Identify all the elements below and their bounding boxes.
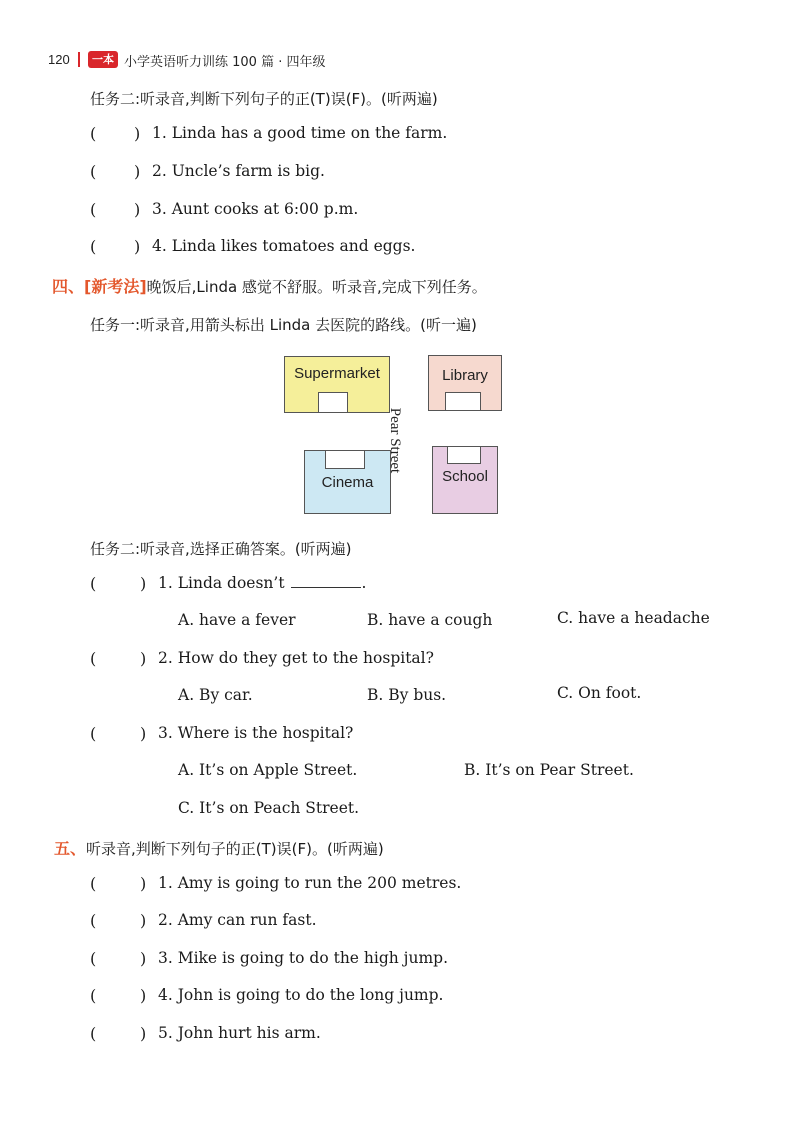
section-title: 听录音,判断下列句子的正(T)误(F)。(听两遍) [86,840,384,858]
option-b[interactable]: B. It’s on Pear Street. [464,761,634,779]
answer-bracket[interactable]: ( [90,874,97,893]
tf-item: 4. Linda likes tomatoes and eggs. [152,237,416,255]
question-3: 3. Where is the hospital? [158,724,354,742]
cinema-door [325,450,365,469]
tf-item: 3. Mike is going to do the high jump. [158,949,449,967]
section-title: 晚饭后,Linda 感觉不舒服。听录音,完成下列任务。 [146,278,487,296]
header-divider [78,52,80,67]
option-a[interactable]: A. It’s on Apple Street. [178,761,358,779]
section-number: 五、 [54,839,87,858]
option-c[interactable]: C. have a headache [557,609,710,627]
cinema-label: Cinema [321,474,374,491]
book-logo: 一本 [88,51,118,68]
new-exam-tag: [新考法] [84,277,147,296]
answer-bracket[interactable]: ( [90,574,97,593]
tf-item: 1. Linda has a good time on the farm. [152,124,448,142]
task1-title: 任务一:听录音,用箭头标出 Linda 去医院的路线。(听一遍) [90,316,477,334]
tf-item: 2. Amy can run fast. [158,911,317,929]
option-b[interactable]: B. have a cough [367,611,493,629]
tf-item: 4. John is going to do the long jump. [158,986,444,1004]
option-c[interactable]: C. On foot. [557,684,642,702]
question-2: 2. How do they get to the hospital? [158,649,434,667]
supermarket-label: Supermarket [294,365,380,382]
question-1: 1. Linda doesn’t . [158,574,367,592]
answer-bracket[interactable]: ( [90,124,97,143]
tf-item: 1. Amy is going to run the 200 metres. [158,874,462,892]
option-a[interactable]: A. By car. [178,686,253,704]
page-number: 120 [48,52,70,67]
section5-heading [54,836,384,859]
library-door [445,392,481,411]
answer-bracket[interactable]: ( [90,1024,97,1043]
answer-blank[interactable] [291,575,361,588]
option-c[interactable]: C. It’s on Peach Street. [178,799,360,817]
tf-item: 3. Aunt cooks at 6:00 p.m. [152,200,359,218]
answer-bracket[interactable]: ( [90,162,97,181]
task2-title: 任务二:听录音,选择正确答案。(听两遍) [90,540,352,558]
pear-street-label: Pear Street [387,407,404,474]
task2-top-title: 任务二:听录音,判断下列句子的正(T)误(F)。(听两遍) [90,90,438,108]
section4-heading [52,274,487,297]
library-label: Library [442,367,488,384]
answer-bracket[interactable]: ( [90,986,97,1005]
option-a[interactable]: A. have a fever [178,611,296,629]
school-label: School [442,468,488,485]
answer-bracket[interactable]: ( [90,200,97,219]
supermarket-door [318,392,348,413]
answer-bracket[interactable]: ( [90,237,97,256]
book-title: 小学英语听力训练 100 篇 · 四年级 [124,55,326,70]
answer-bracket[interactable]: ( [90,911,97,930]
answer-bracket[interactable]: ( [90,649,97,668]
answer-bracket[interactable]: ( [90,724,97,743]
answer-bracket[interactable]: ( [90,949,97,968]
school-door [447,446,481,464]
option-b[interactable]: B. By bus. [367,686,447,704]
section-number: 四、 [52,277,85,296]
tf-item: 5. John hurt his arm. [158,1024,321,1042]
tf-item: 2. Uncle’s farm is big. [152,162,325,180]
